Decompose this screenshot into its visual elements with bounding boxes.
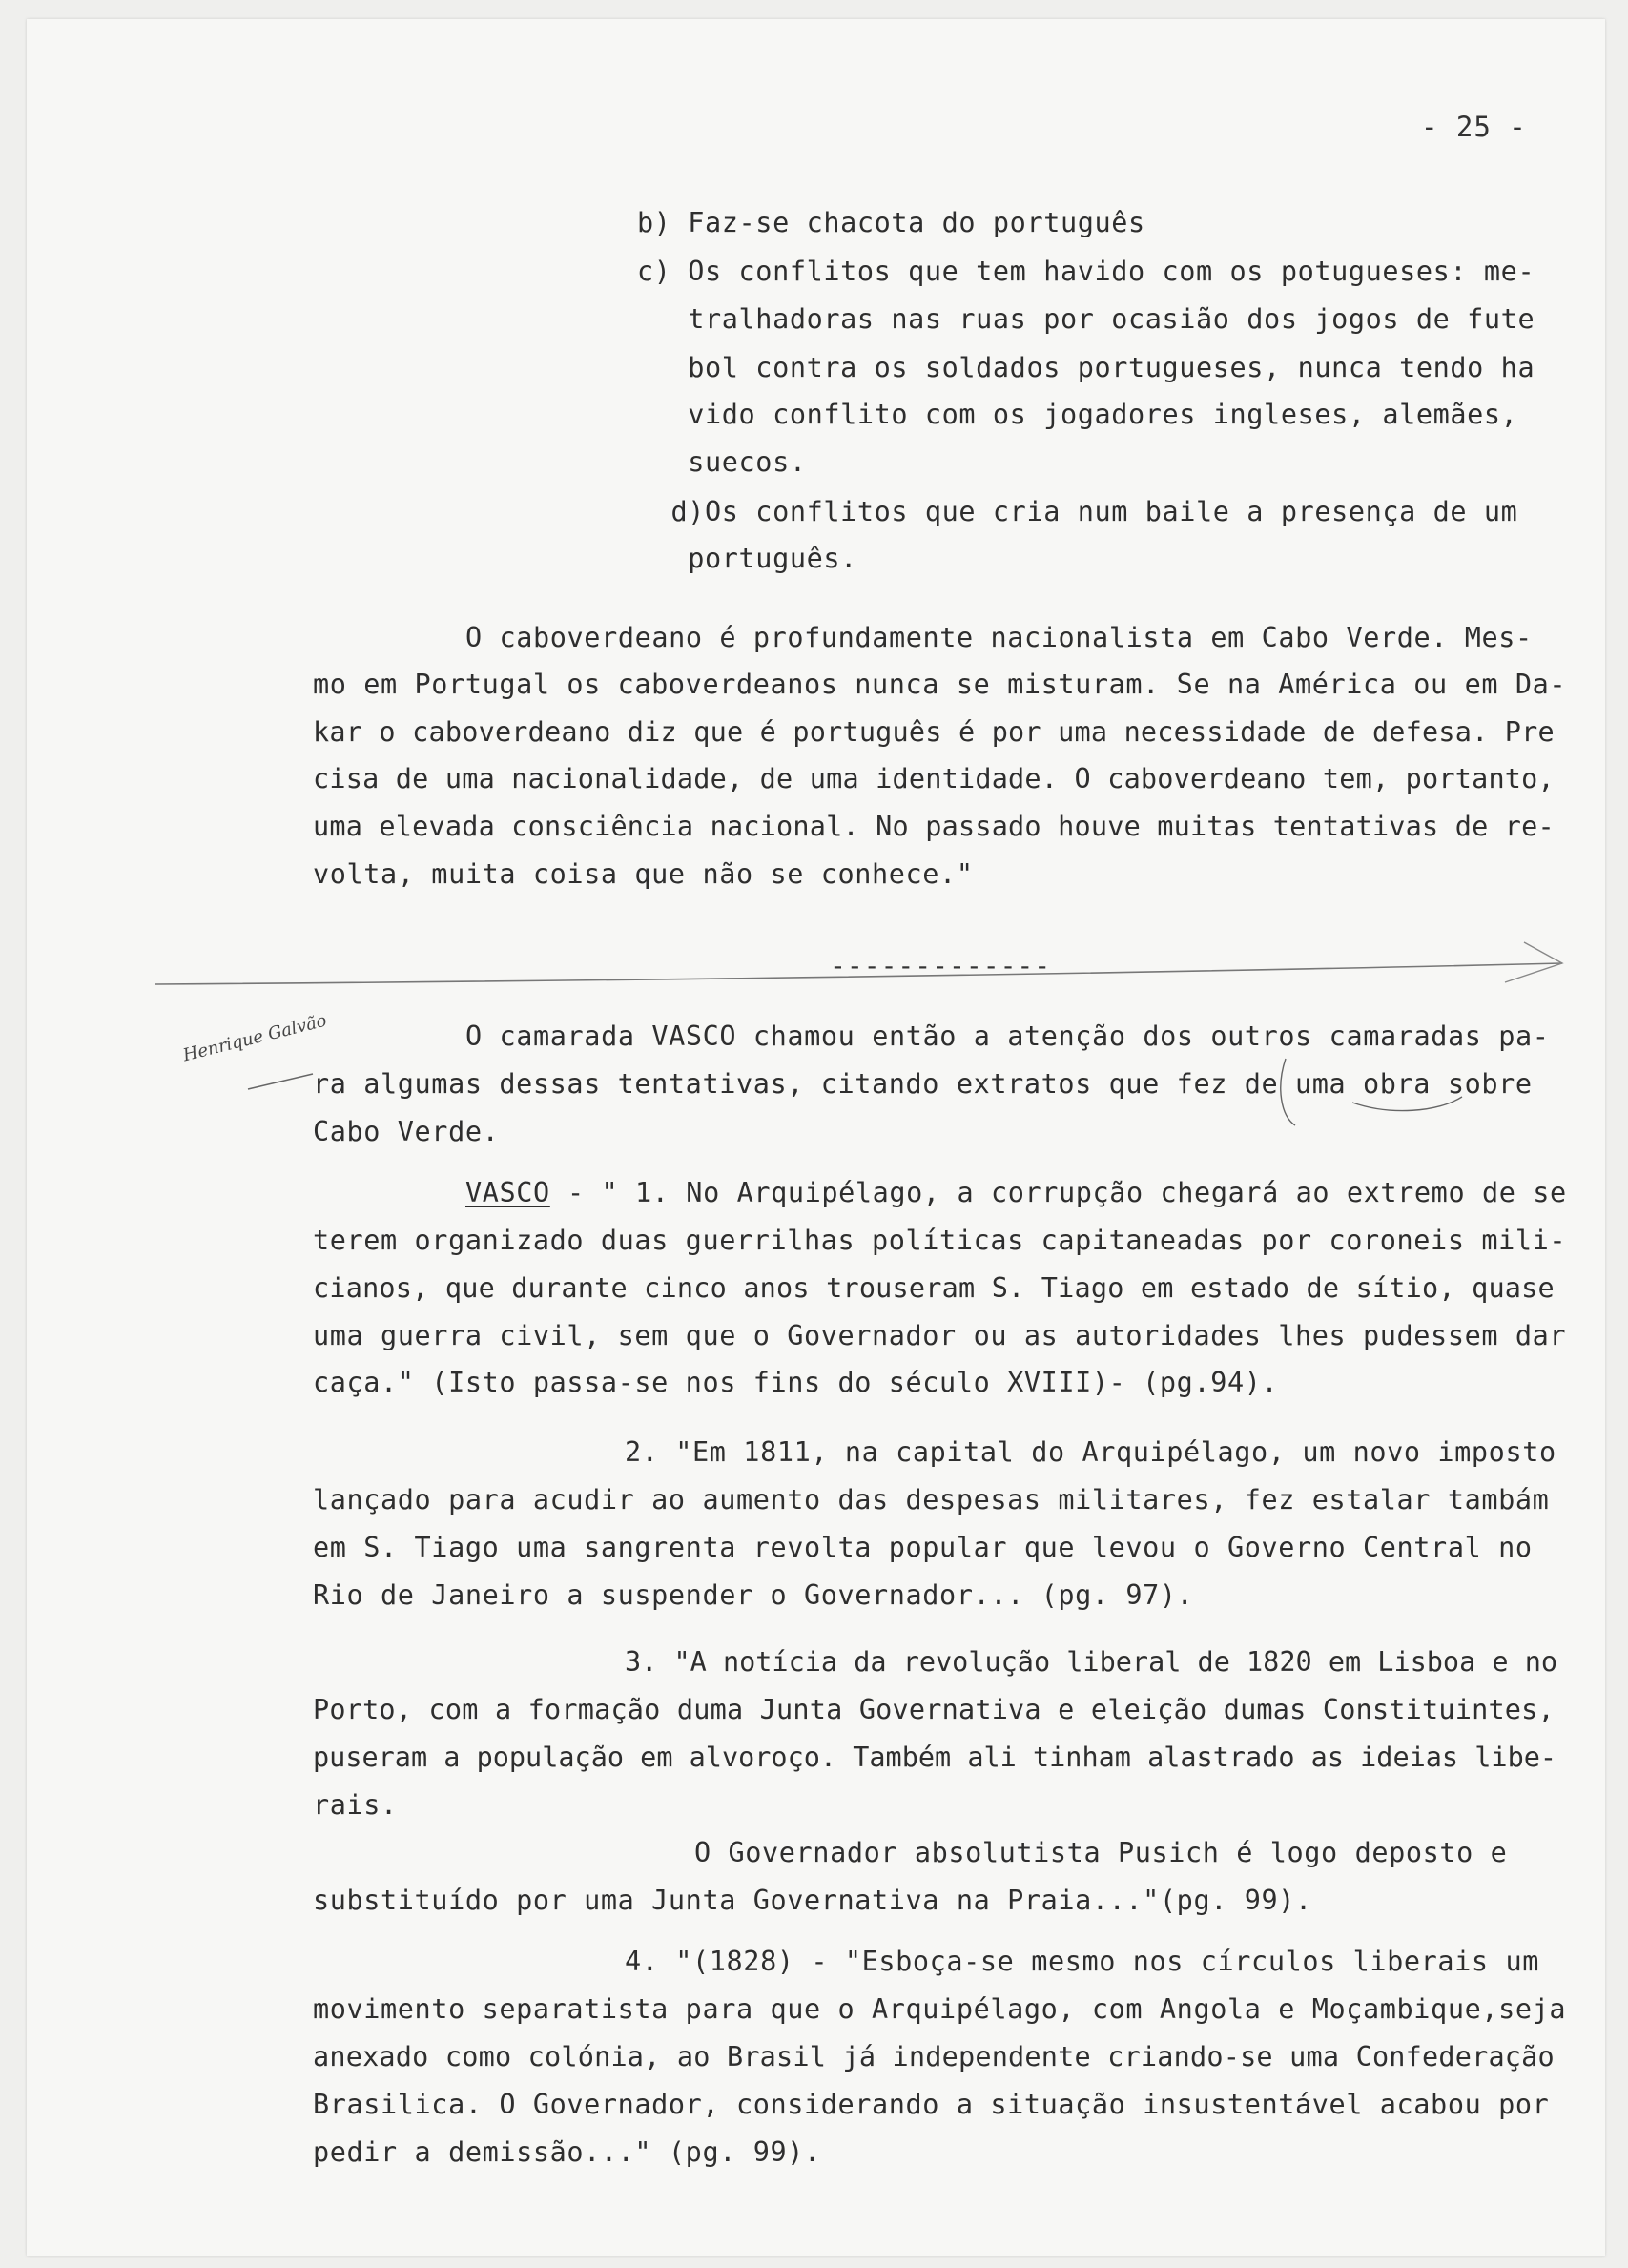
quote4-line-5: pedir a demissão..." (pg. 99).: [313, 2136, 821, 2168]
margin-arrow-icon: [246, 1068, 322, 1097]
list-item-c-line-3: bol contra os soldados portugueses, nunca tendo ha: [637, 352, 1535, 383]
list-item-b: b) Faz-se chacota do português: [637, 207, 1145, 238]
para1-line-4: cisa de uma nacionalidade, de uma identidade. O caboverdeano tem, portanto,: [313, 763, 1555, 794]
para1-line-6: volta, muita coisa que não se conhece.": [313, 858, 974, 890]
handwritten-line-icon: [151, 935, 1581, 1001]
quote1-line-2: terem organizado duas guerrilhas políticas capitaneadas por coroneis mili-: [313, 1225, 1567, 1256]
quote2-line-4: Rio de Janeiro a suspender o Governador... (pg. 97).: [313, 1579, 1194, 1611]
quote3-line-2: Porto, com a formação duma Junta Governativa e eleição dumas Constituintes,: [313, 1694, 1555, 1725]
quote2-line-2: lançado para acudir ao aumento das despesas militares, fez estalar tambám: [313, 1484, 1550, 1515]
para1-line-1: O caboverdeano é profundamente nacionalista em Cabo Verde. Mes-: [465, 622, 1533, 653]
margin-note-handwritten: Henrique Galvão: [180, 1010, 329, 1066]
para2-line-3: Cabo Verde.: [313, 1116, 500, 1147]
document-page: [27, 19, 1605, 2256]
list-item-c-line-1: c) Os conflitos que tem havido com os potugueses: me-: [637, 256, 1535, 287]
list-item-c-line-2: tralhadoras nas ruas por ocasião dos jogos de fute: [637, 303, 1535, 335]
pen-mark-icon: [1257, 1049, 1486, 1135]
quote1-line-3: cianos, que durante cinco anos trouseram S. Tiago em estado de sítio, quase: [313, 1272, 1555, 1304]
quote3-line-4: rais.: [313, 1789, 398, 1821]
quote4-line-4: Brasilica. O Governador, considerando a situação insustentável acabou por: [313, 2089, 1550, 2120]
para2-line-1: O camarada VASCO chamou então a atenção dos outros camaradas pa-: [465, 1021, 1550, 1052]
quote4-line-2: movimento separatista para que o Arquipélago, com Angola e Moçambique,seja: [313, 1993, 1567, 2025]
para2-line-2: ra algumas dessas tentativas, citando extratos que fez de uma obra sobre: [313, 1068, 1533, 1100]
para1-line-5: uma elevada consciência nacional. No passado houve muitas tentativas de re-: [313, 811, 1555, 842]
para1-line-3: kar o caboverdeano diz que é português é por uma necessidade de defesa. Pre: [313, 716, 1555, 748]
quote4-line-1: 4. "(1828) - "Esboça-se mesmo nos círculos liberais um: [625, 1946, 1539, 1977]
section-separator: -------------: [830, 950, 1052, 981]
list-item-d-line-1: d)Os conflitos que cria num baile a presença de um: [637, 496, 1518, 527]
para1-line-2: mo em Portugal os caboverdeanos nunca se misturam. Se na América ou em Da-: [313, 669, 1567, 700]
list-item-c-line-5: suecos.: [637, 446, 807, 478]
quote1-line-1: - " 1. No Arquipélago, a corrupção chegará ao extremo de se: [567, 1177, 1567, 1208]
quote1-line-5: caça." (Isto passa-se nos fins do século XVIII)- (pg.94).: [313, 1367, 1279, 1398]
quote3-line-5: O Governador absolutista Pusich é logo deposto e: [694, 1837, 1508, 1868]
quote3-line-3: puseram a população em alvoroço. Também ali tinham alastrado as ideias libe-: [313, 1742, 1557, 1773]
quote3-line-1: 3. "A notícia da revolução liberal de 1820 em Lisboa e no: [625, 1646, 1558, 1678]
quote2-line-1: 2. "Em 1811, na capital do Arquipélago, um novo imposto: [625, 1436, 1556, 1468]
quote2-line-3: em S. Tiago uma sangrenta revolta popular que levou o Governo Central no: [313, 1532, 1533, 1563]
list-item-c-line-4: vido conflito com os jogadores ingleses, alemães,: [637, 399, 1518, 430]
quote1-line-4: uma guerra civil, sem que o Governador ou as autoridades lhes pudessem dar: [313, 1320, 1567, 1351]
list-item-d-line-2: português.: [637, 543, 857, 574]
quote4-line-3: anexado como colónia, ao Brasil já independente criando-se uma Confederação: [313, 2041, 1555, 2072]
speaker-label: VASCO: [465, 1177, 550, 1208]
quote3-line-6: substituído por uma Junta Governativa na Praia..."(pg. 99).: [313, 1885, 1312, 1916]
page-number: - 25 -: [1421, 111, 1527, 143]
